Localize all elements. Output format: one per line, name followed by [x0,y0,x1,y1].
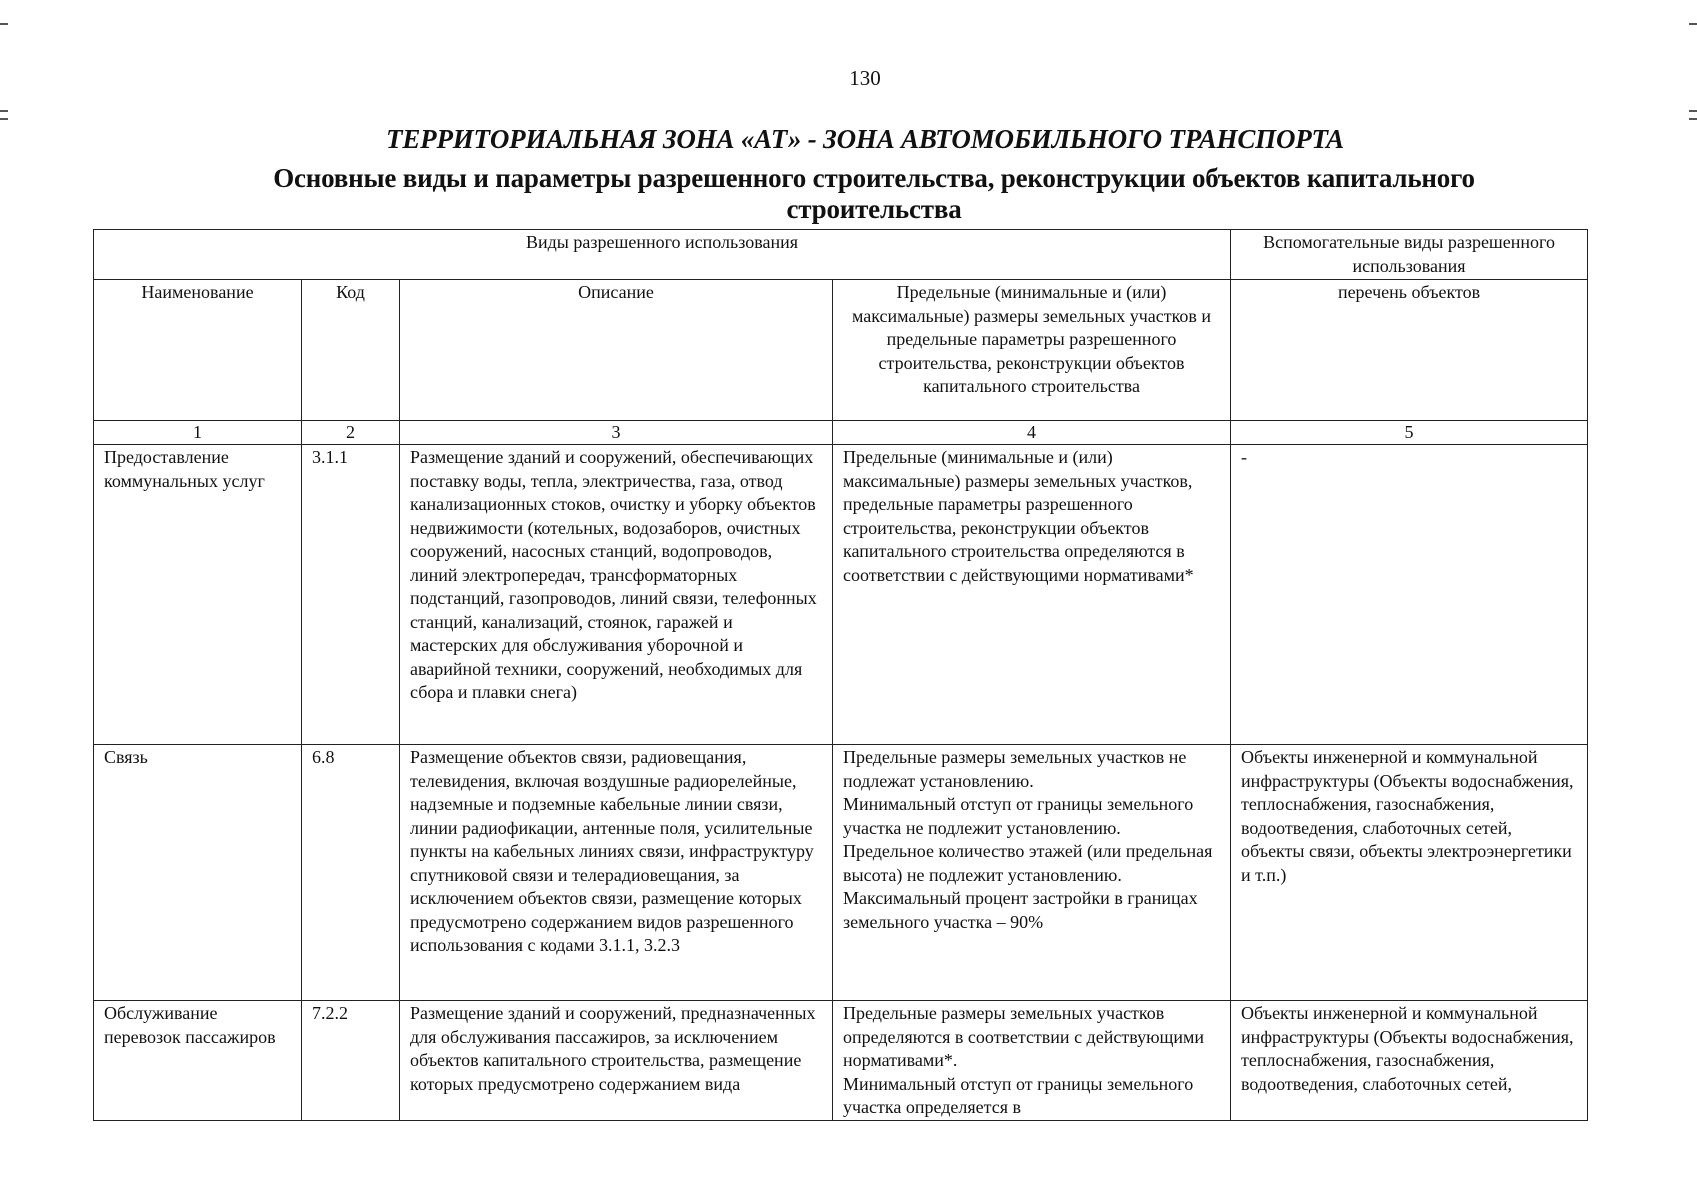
use-name: Предоставление коммунальных услуг [94,445,302,745]
use-name: Связь [94,745,302,1001]
column-header-parameters: Предельные (минимальные и (или) максимальные) размеры земельных участков и предельные параметры разрешенного строительства, реконструкции объектов капитального строительства [833,280,1231,421]
use-parameters: Предельные размеры земельных участков не подлежат установлению. Минимальный отступ от границы земельного участка не подлежит установлению. Предельное количество этажей (или предельная высота) не подлежит установлению. Максимальный процент застройки в границах земельного участка – 90% [833,745,1231,1001]
page-number: 130 [849,66,881,90]
column-number: 4 [833,421,1231,445]
column-header-description: Описание [400,280,833,421]
column-number-row [94,421,1588,445]
table-row [94,445,1588,745]
column-header-row [94,280,1588,421]
use-parameters: Предельные (минимальные и (или) максимальные) размеры земельных участков, предельные параметры разрешенного строительства, реконструкции объектов капитального строительства определяются в соответствии с действующими нормативами* [833,445,1231,745]
auxiliary-objects: Объекты инженерной и коммунальной инфраструктуры (Объекты водоснабжения, теплоснабжения, газоснабжения, водоотведения, слаботочных сетей, [1231,1001,1588,1121]
column-header-code: Код [302,280,400,421]
use-parameters: Предельные размеры земельных участков определяются в соответствии с действующими нормативами*. Минимальный отступ от границы земельного участка определяется в [833,1001,1231,1121]
permitted-use-table [93,229,1588,1121]
column-number: 5 [1231,421,1588,445]
scan-edge-mark [1689,23,1697,25]
use-description: Размещение зданий и сооружений, обеспечивающих поставку воды, тепла, электричества, газа, отвод канализационных стоков, очистку и уборку объектов недвижимости (котельных, водозаборов, очистных сооружений, насосных станций, водопроводов, линий электропередач, трансформаторных подстанций, газопроводов, линий связи, телефонных станций, канализаций, стоянок, гаражей и мастерских для обслуживания уборочной и аварийной техники, сооружений, необходимых для сбора и плавки снега) [400,445,833,745]
use-name: Обслуживание перевозок пассажиров [94,1001,302,1121]
section-title: Основные виды и параметры разрешенного строительства, реконструкции объектов капитального строительства [273,163,1475,224]
use-description: Размещение объектов связи, радиовещания, телевидения, включая воздушные радиорелейные, надземные и подземные кабельные линии связи, линии радиофикации, антенные поля, усилительные пункты на кабельных линиях связи, инфраструктуру спутниковой связи и телерадиовещания, за исключением объектов связи, размещение которых предусмотрено содержанием видов разрешенного использования с кодами 3.1.1, 3.2.3 [400,745,833,1001]
scan-edge-mark [1689,118,1697,120]
column-header-name: Наименование [94,280,302,421]
scan-edge-mark [1689,110,1697,112]
auxiliary-objects: - [1231,445,1588,745]
column-number: 1 [94,421,302,445]
use-code: 6.8 [302,745,400,1001]
group-header-auxiliary: Вспомогательные виды разрешенного использования [1231,230,1588,280]
use-code: 7.2.2 [302,1001,400,1121]
column-number: 3 [400,421,833,445]
scan-edge-mark [0,118,8,120]
table-row [94,745,1588,1001]
use-code: 3.1.1 [302,445,400,745]
zone-title: ТЕРРИТОРИАЛЬНАЯ ЗОНА «АТ» - ЗОНА АВТОМОБИЛЬНОГО ТРАНСПОРТА [386,124,1344,154]
table-row [94,1001,1588,1121]
group-header-row [94,230,1588,280]
use-description: Размещение зданий и сооружений, предназначенных для обслуживания пассажиров, за исключением объектов капитального строительства, размещение которых предусмотрено содержанием вида [400,1001,833,1121]
scan-edge-mark [0,110,8,112]
column-number: 2 [302,421,400,445]
scan-edge-mark [0,23,8,25]
column-header-objects: перечень объектов [1231,280,1588,421]
auxiliary-objects: Объекты инженерной и коммунальной инфраструктуры (Объекты водоснабжения, теплоснабжения, газоснабжения, водоотведения, слаботочных сетей, объекты связи, объекты электроэнергетики и т.п.) [1231,745,1588,1001]
group-header-main: Виды разрешенного использования [94,230,1231,280]
